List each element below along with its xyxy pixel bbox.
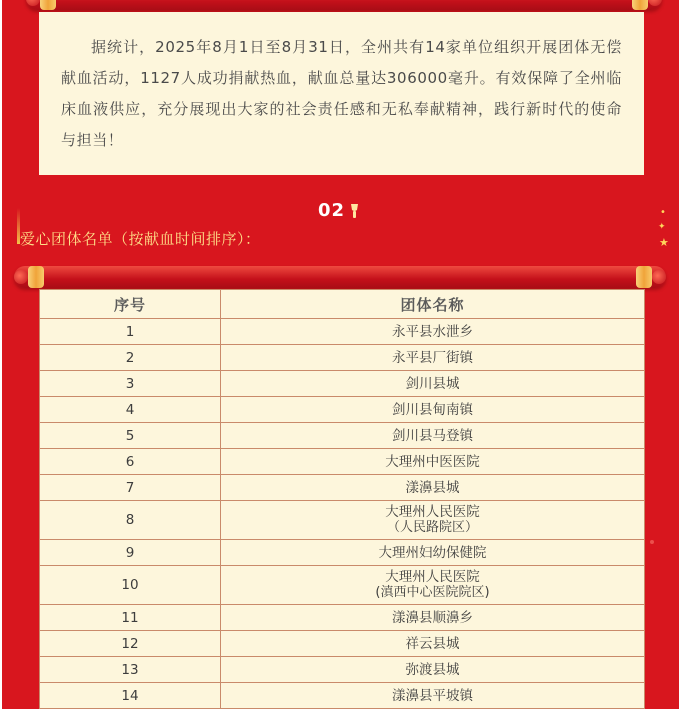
group-list-paper [39, 289, 644, 709]
table-row [40, 501, 645, 540]
header-number: 序号 [40, 290, 221, 319]
group-name-text: 漾濞县顺濞乡 [392, 609, 473, 626]
section-number: 02 [318, 200, 346, 221]
group-name-text: 漾濞县平坡镇 [392, 687, 473, 704]
group-name-text: 剑川县甸南镇 [392, 401, 473, 418]
row-group-name [221, 631, 645, 657]
row-group-name [221, 501, 645, 540]
group-name-text: 永平县厂街镇 [392, 349, 473, 366]
group-name-text: 永平县水泄乡 [392, 323, 473, 340]
group-name-text: 大理州中医医院 [385, 453, 480, 470]
row-number: 14 [40, 683, 221, 709]
table-row [40, 449, 645, 475]
row-group-name [221, 397, 645, 423]
row-group-name [221, 319, 645, 345]
rod-end-left [26, 0, 40, 6]
row-number: 9 [40, 540, 221, 566]
row-number: 4 [40, 397, 221, 423]
group-name-subtext: (滇西中心医院院区) [375, 585, 490, 600]
table-body [40, 319, 645, 709]
row-number: 7 [40, 475, 221, 501]
row-number: 2 [40, 345, 221, 371]
row-number: 12 [40, 631, 221, 657]
table-row [40, 683, 645, 709]
row-group-name [221, 371, 645, 397]
header-group-name: 团体名称 [221, 290, 645, 319]
table-row [40, 397, 645, 423]
group-name-text: 剑川县马登镇 [392, 427, 473, 444]
table-row [40, 345, 645, 371]
rod-cap-left [28, 266, 44, 288]
rod-cap-left [40, 0, 56, 10]
table-row [40, 540, 645, 566]
table-row [40, 423, 645, 449]
group-name-subtext: （人民路院区） [386, 520, 478, 535]
sparkle-decoration: • [660, 207, 666, 218]
row-group-name [221, 449, 645, 475]
star-decoration: ★ [659, 236, 669, 249]
group-name-text: 祥云县城 [405, 635, 460, 652]
row-group-name [221, 566, 645, 605]
row-number: 3 [40, 371, 221, 397]
row-number: 11 [40, 605, 221, 631]
group-name-text: 大理州人民医院 [385, 504, 480, 520]
row-group-name [221, 657, 645, 683]
table-row [40, 371, 645, 397]
row-number: 8 [40, 501, 221, 540]
section-title: 爱心团体名单（按献血时间排序）： [20, 230, 261, 248]
torch-icon [350, 204, 359, 218]
row-number: 13 [40, 657, 221, 683]
group-name-text: 弥渡县城 [405, 661, 460, 678]
row-group-name [221, 423, 645, 449]
group-name-text: 剑川县城 [405, 375, 460, 392]
rod-end-right [652, 270, 666, 284]
table-row [40, 566, 645, 605]
scroll-rod-middle [14, 266, 666, 288]
table-row [40, 605, 645, 631]
group-name-text: 漾濞县城 [405, 479, 460, 496]
row-number: 1 [40, 319, 221, 345]
table-header-row [40, 290, 645, 319]
glow-dot-decoration [650, 540, 654, 544]
row-group-name [221, 475, 645, 501]
table-row [40, 631, 645, 657]
rod-end-left [14, 270, 28, 284]
row-group-name [221, 345, 645, 371]
group-name-text: 大理州人民医院 [385, 569, 480, 585]
table-row [40, 475, 645, 501]
rod-cap-right [632, 0, 648, 10]
group-list-table [39, 289, 645, 709]
rod-cap-right [636, 266, 652, 288]
intro-scroll-paper [39, 12, 644, 175]
sparkle-decoration: ✦ [658, 222, 666, 232]
row-group-name [221, 605, 645, 631]
rod-end-right [648, 0, 662, 6]
row-group-name [221, 683, 645, 709]
row-group-name [221, 540, 645, 566]
row-number: 10 [40, 566, 221, 605]
intro-paragraph: 据统计，2025年8月1日至8月31日，全州共有14家单位组织开展团体无偿献血活动，1127人成功捐献热血，献血总量达306000毫升。有效保障了全州临床血液供应，充分展现出大家的社会责任感和无私奉献精神，践行新时代的使命与担当！ [61, 38, 622, 149]
table-row [40, 657, 645, 683]
poster-canvas [2, 0, 679, 709]
row-number: 5 [40, 423, 221, 449]
scroll-rod-top [26, 0, 662, 10]
table-row [40, 319, 645, 345]
group-name-text: 大理州妇幼保健院 [378, 544, 487, 561]
row-number: 6 [40, 449, 221, 475]
